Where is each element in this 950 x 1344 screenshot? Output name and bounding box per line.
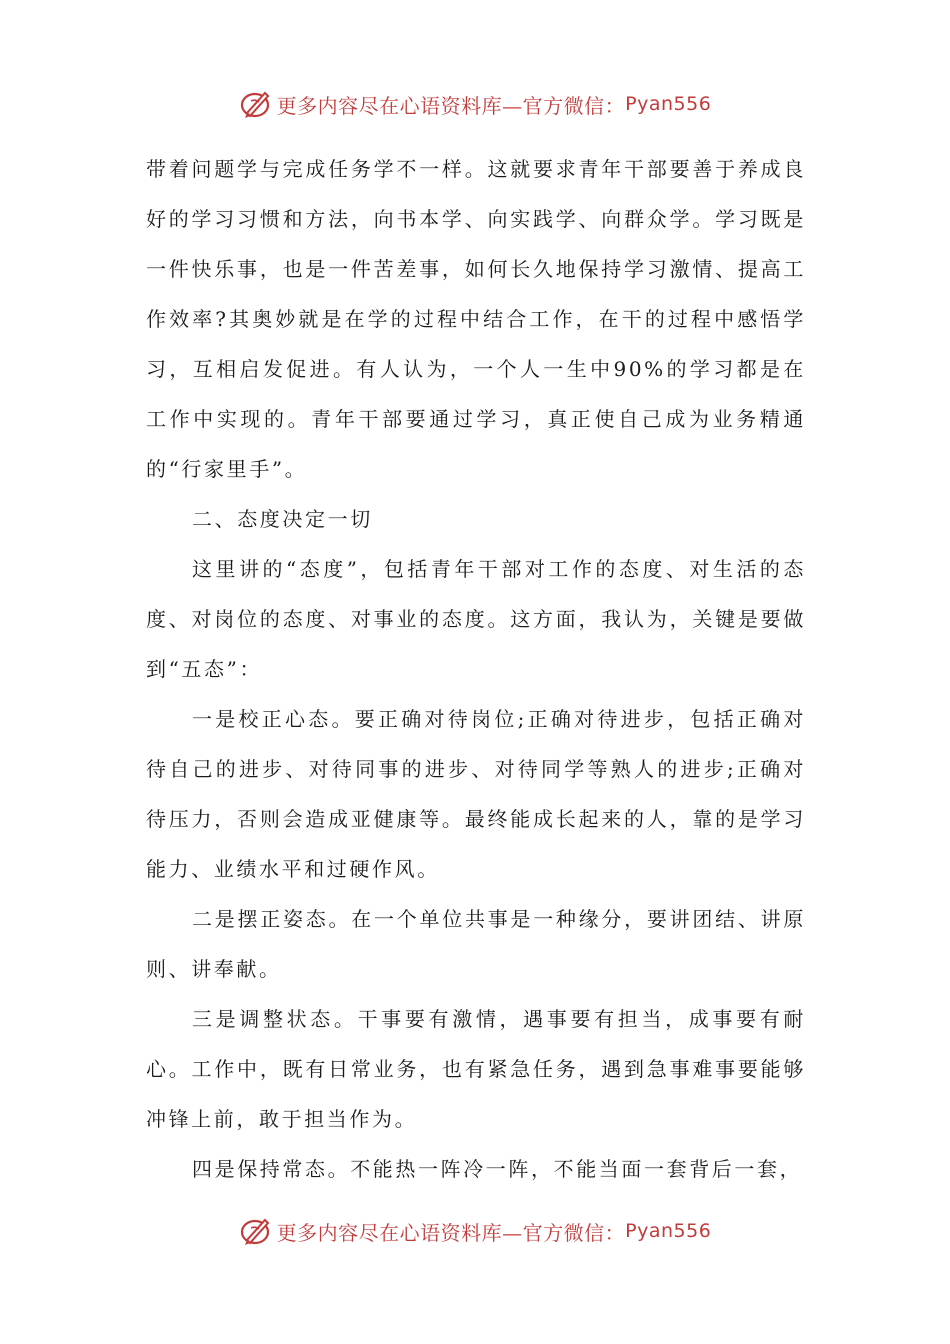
pen-logo-icon: [239, 1214, 273, 1248]
paragraph-point-four: 四是保持常态。不能热一阵冷一阵，不能当面一套背后一套，: [192, 1157, 803, 1181]
paragraph-attitude-intro: 这里讲的“态度”，包括青年干部对工作的态度、对生活的态度、对岗位的态度、对事业的态度。这方面，我认为，关键是要做到“五态”：: [146, 557, 806, 681]
watermark-text: 更多内容尽在心语资料库—官方微信：: [276, 1220, 626, 1245]
paragraph-point-one: 一是校正心态。要正确对待岗位;正确对待进步，包括正确对待自己的进步、对待同事的进步、对待同学等熟人的进步;正确对待压力，否则会造成亚健康等。最终能成长起来的人，靠的是学习能力、业绩水平和过硬作风。: [146, 707, 806, 881]
watermark-wechat-id: Pyan556: [625, 1220, 712, 1242]
paragraph-continuation: 带着问题学与完成任务学不一样。这就要求青年干部要善于养成良好的学习习惯和方法，向书本学、向实践学、向群众学。学习既是一件快乐事，也是一件苦差事，如何长久地保持学习激情、提高工作效率?其奥妙就是在学的过程中结合工作，在干的过程中感悟学习，互相启发促进。有人认为，一个人一生中90%的学习都是在工作中实现的。青年干部要通过学习，真正使自己成为业务精通的“行家里手”。: [146, 157, 806, 481]
document-body: [146, 144, 806, 1194]
header-watermark: [0, 84, 950, 124]
paragraph-point-three: 三是调整状态。干事要有激情，遇事要有担当，成事要有耐心。工作中，既有日常业务，也有紧急任务，遇到急事难事要能够冲锋上前，敢于担当作为。: [146, 1007, 806, 1131]
paragraph-point-two: 二是摆正姿态。在一个单位共事是一种缘分，要讲团结、讲原则、讲奉献。: [146, 907, 806, 981]
watermark-wechat-id: Pyan556: [625, 93, 712, 115]
pen-logo-icon: [239, 87, 273, 121]
footer-watermark: [0, 1211, 950, 1251]
watermark-text: 更多内容尽在心语资料库—官方微信：: [276, 93, 626, 118]
section-heading: 二、态度决定一切: [192, 507, 373, 531]
